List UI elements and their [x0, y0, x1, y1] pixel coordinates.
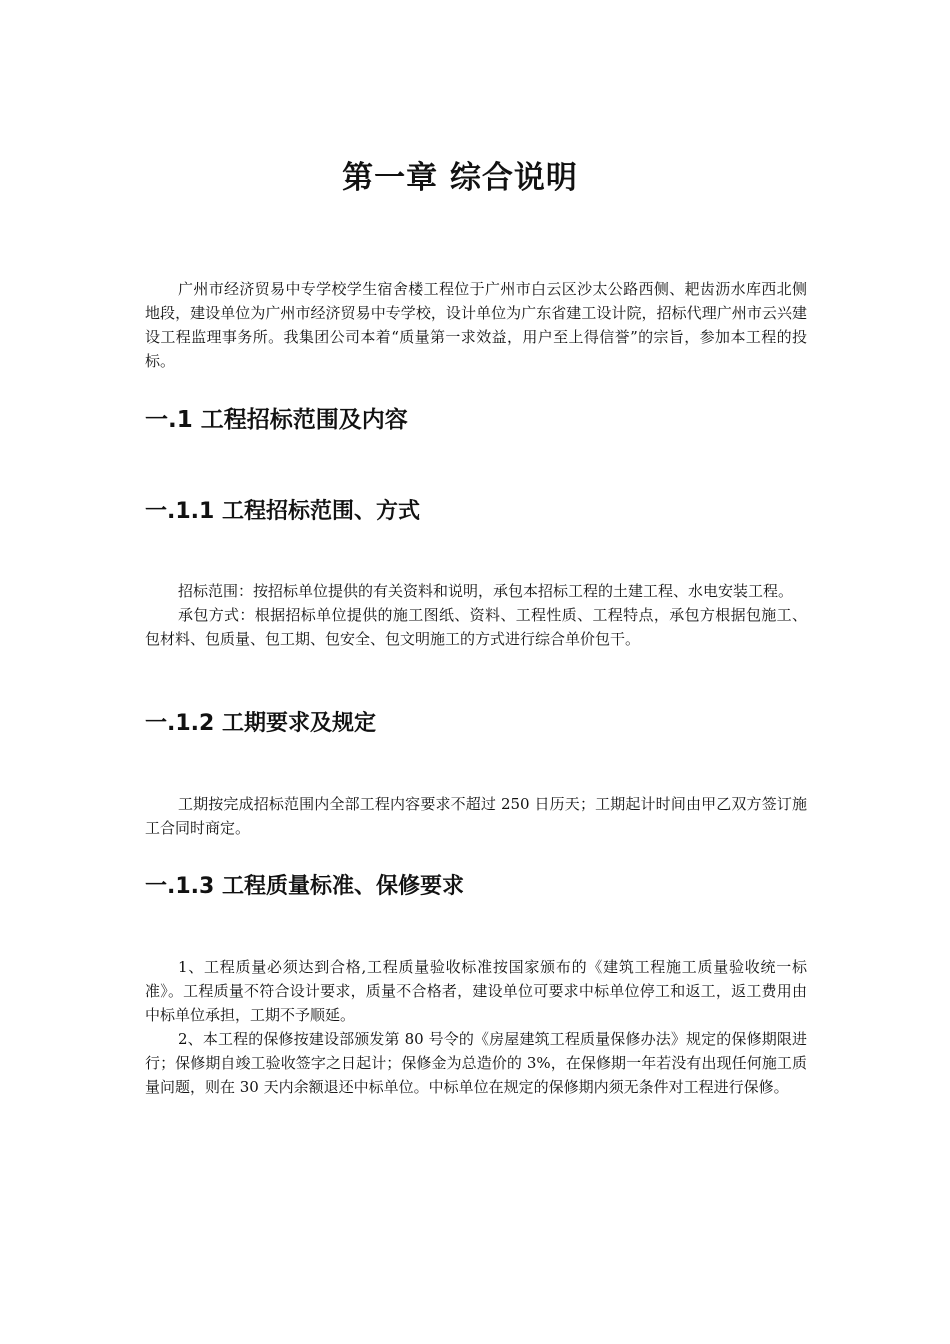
- section-1-1-heading: 一.1.1 工程招标范围、方式: [145, 499, 420, 524]
- section-1: [145, 405, 807, 435]
- section-1-1-body: [145, 579, 807, 651]
- chapter-title: 第一章 综合说明: [342, 160, 578, 196]
- section-1-3-body: [145, 955, 807, 1099]
- section-1-2-heading: 一.1.2 工期要求及规定: [145, 711, 376, 736]
- intro-paragraph: 广州市经济贸易中专学校学生宿舍楼工程位于广州市白云区沙太公路西侧、耙齿沥水库西北侧地段，建设单位为广州市经济贸易中专学校，设计单位为广东省建工设计院，招标代理广州市云兴建设工程监理事务所。我集团公司本着“质量第一求效益，用户至上得信誉”的宗旨，参加本工程的投标。: [145, 280, 807, 370]
- bid-scope-paragraph: 招标范围：按招标单位提供的有关资料和说明，承包本招标工程的土建工程、水电安装工程。: [178, 582, 794, 600]
- quality-standard-paragraph: 1、工程质量必须达到合格,工程质量验收标准按国家颁布的《建筑工程施工质量验收统一标准》。工程质量不符合设计要求，质量不合格者，建设单位可要求中标单位停工和返工，返工费用由中标单位承担，工期不予顺延。: [145, 958, 807, 1024]
- warranty-paragraph: 2、本工程的保修按建设部颁发第 80 号令的《房屋建筑工程质量保修办法》规定的保修期限进行；保修期自竣工验收签字之日起计；保修金为总造价的 3%，在保修期一年若没有出现任何施工质量问题，则在 30 天内余额退还中标单位。中标单位在规定的保修期内须无条件对工程进行保修。: [145, 1030, 807, 1096]
- section-1-3: [145, 872, 807, 902]
- intro-section: [145, 277, 807, 373]
- section-1-2: [145, 709, 807, 739]
- contract-method-paragraph: 承包方式：根据招标单位提供的施工图纸、资料、工程性质、工程特点，承包方根据包施工、包材料、包质量、包工期、包安全、包文明施工的方式进行综合单价包干。: [145, 606, 807, 648]
- section-1-3-heading: 一.1.3 工程质量标准、保修要求: [145, 874, 464, 899]
- section-1-1: [145, 497, 807, 527]
- section-1-2-body: [145, 792, 807, 840]
- section-1-heading: 一.1 工程招标范围及内容: [145, 407, 408, 433]
- schedule-paragraph: 工期按完成招标范围内全部工程内容要求不超过 250 日历天；工期起计时间由甲乙双方签订施工合同时商定。: [145, 795, 807, 837]
